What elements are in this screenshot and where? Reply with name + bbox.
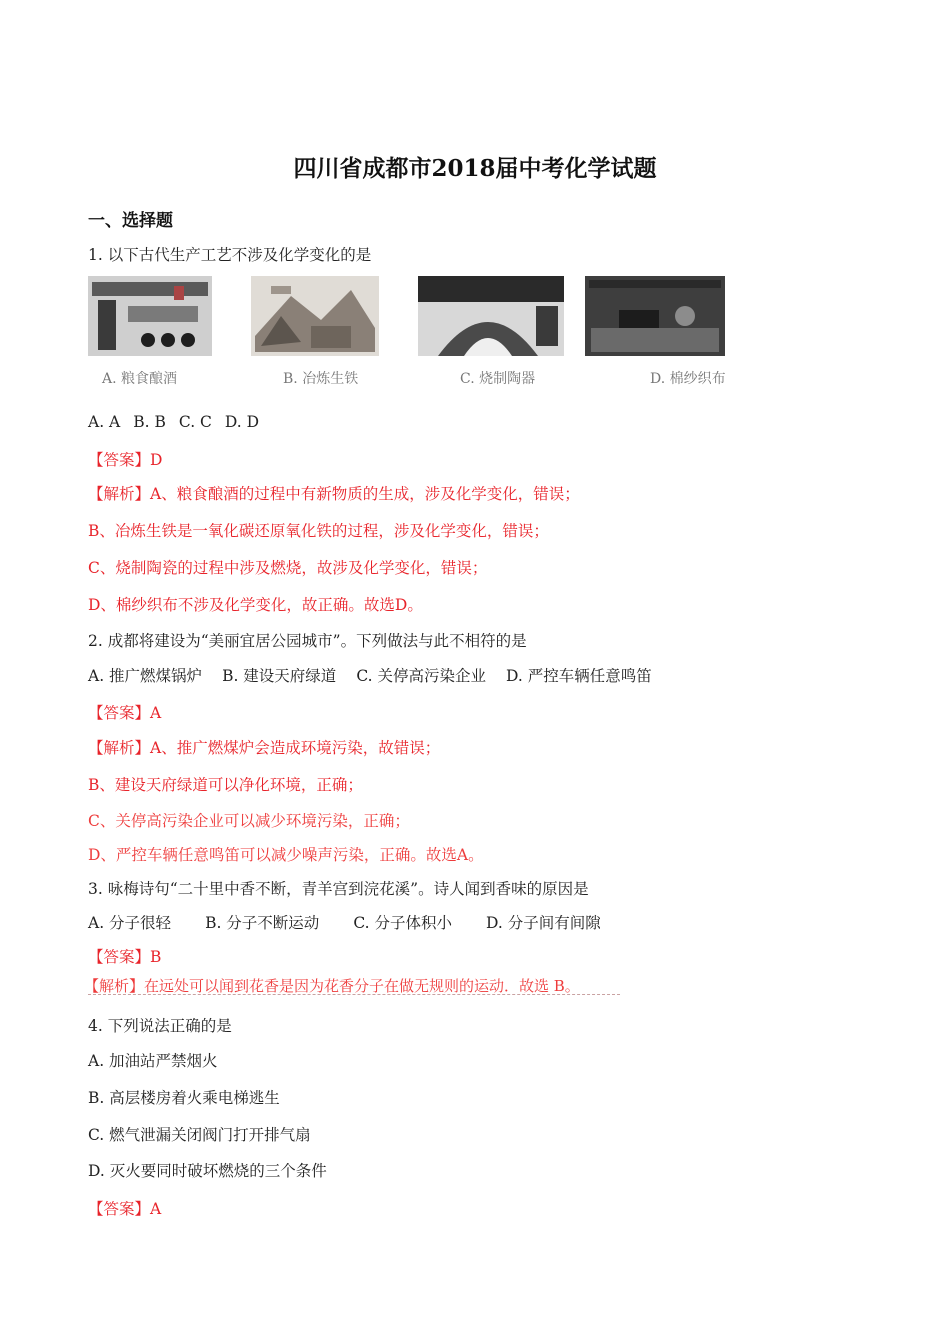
question-2-stem: 2. 成都将建设为“美丽宜居公园城市”。下列做法与此不相符的是 [88,632,527,650]
option-b: B. 建设天府绿道 [222,667,337,685]
option-d: D. 分子间有间隙 [485,914,601,932]
option-d: D. D [224,413,260,431]
image-pottery-firing [418,276,564,356]
option-a: A. 推广燃煤锅炉 [88,667,203,685]
question-1-analysis-line: B、冶炼生铁是一氧化碳还原氧化铁的过程，涉及化学变化，错误； [88,522,549,540]
question-1-analysis-line: C、烧制陶瓷的过程中涉及燃烧，故涉及化学变化，错误； [88,559,488,577]
document-title: 四川省成都市2018届中考化学试题 [293,155,657,182]
image-caption-c: C. 烧制陶器 [460,371,536,387]
option-d: D. 严控车辆任意鸣笛 [505,667,652,685]
question-1-analysis-line: D、棉纱织布不涉及化学变化，故正确。故选D。 [88,596,423,614]
question-4-option-c: C. 燃气泄漏关闭阀门打开排气扇 [88,1126,311,1144]
question-3-options [88,911,635,933]
option-c: C. C [178,413,212,431]
question-2-options [88,664,672,686]
question-1-options [88,413,272,431]
question-3-stem: 3. 咏梅诗句“二十里中香不断，青羊宫到浣花溪”。诗人闻到香味的原因是 [88,880,589,898]
question-2-analysis-line: D、严控车辆任意鸣笛可以减少噪声污染，正确。故选A。 [88,846,484,864]
question-3-analysis: 【解析】在远处可以闻到花香是因为花香分子在做无规则的运动．故选 B。 [84,977,580,995]
question-1-images [88,276,728,388]
option-a: A. A [88,413,121,431]
question-4-option-b: B. 高层楼房着火乘电梯逃生 [88,1089,280,1107]
question-1-analysis-line: 【解析】A、粮食酿酒的过程中有新物质的生成，涉及化学变化，错误； [88,485,580,503]
question-4-option-a: A. 加油站严禁烟火 [88,1052,218,1070]
image-caption-a: A. 粮食酿酒 [102,371,178,387]
question-4-answer: 【答案】A [88,1200,162,1218]
image-grain-brewing [88,276,212,356]
question-2-analysis-line: C、关停高污染企业可以减少环境污染，正确； [88,812,410,830]
question-4-stem: 4. 下列说法正确的是 [88,1017,232,1035]
question-2-analysis-line: 【解析】A、推广燃煤炉会造成环境污染，故错误； [88,739,441,757]
question-1-stem: 1. 以下古代生产工艺不涉及化学变化的是 [88,246,372,264]
question-3-answer: 【答案】B [88,948,162,966]
option-b: B. 分子不断运动 [205,914,320,932]
question-4-option-d: D. 灭火要同时破坏燃烧的三个条件 [88,1162,327,1180]
image-caption-d: D. 棉纱织布 [650,371,726,387]
image-cotton-weaving [585,276,725,356]
image-iron-smelting [251,276,379,356]
option-c: C. 分子体积小 [353,914,452,932]
option-c: C. 关停高污染企业 [356,667,486,685]
option-a: A. 分子很轻 [88,914,172,932]
question-2-analysis-line: B、建设天府绿道可以净化环境，正确； [88,776,363,794]
section-heading: 一、选择题 [88,211,173,231]
question-1-answer: 【答案】D [88,451,163,469]
image-caption-b: B. 冶炼生铁 [283,371,359,387]
option-b: B. B [133,413,166,431]
question-2-answer: 【答案】A [88,704,162,722]
analysis-underline [88,994,620,995]
